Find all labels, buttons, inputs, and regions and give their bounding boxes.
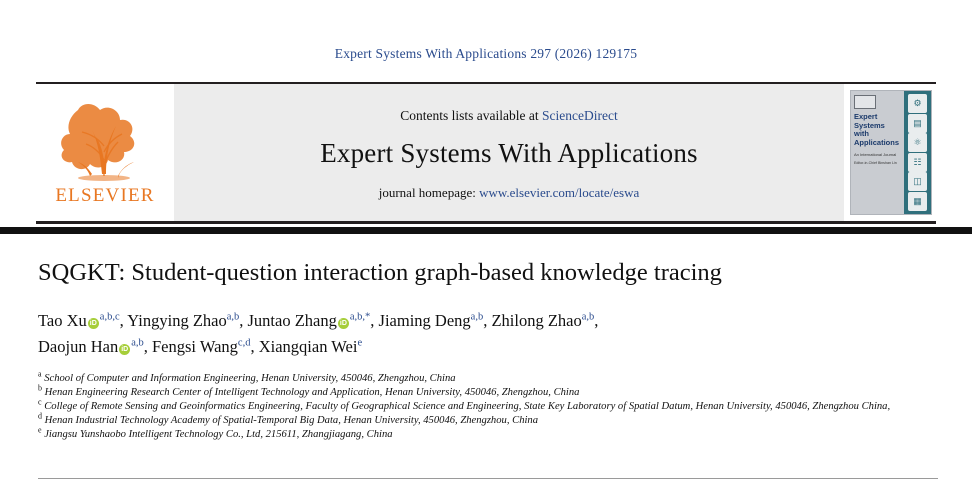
author-name: Yingying Zhao: [127, 311, 227, 330]
masthead-bottom-rule: [0, 227, 972, 234]
author-separator: ,: [370, 311, 379, 330]
header-bottom-divider: [38, 478, 938, 479]
cover-subtitle: An International Journal: [854, 152, 897, 158]
elsevier-tree-icon: [48, 90, 162, 182]
author-affiliation-marks: c,d: [237, 337, 251, 349]
affiliation-text: Jiangsu Yunshaobo Intelligent Technology Co., Ltd, 215611, Zhangjiagang, China: [44, 429, 393, 441]
author-entry: [38, 337, 144, 356]
author-affiliation-marks: a,b: [470, 311, 484, 323]
elsevier-logo: [36, 84, 174, 221]
affiliation-list: [38, 369, 938, 442]
author-separator: ,: [143, 337, 152, 356]
author-name: Zhilong Zhao: [491, 311, 582, 330]
affiliation-mark: e: [38, 425, 42, 435]
article-header: [38, 258, 938, 442]
author-affiliation-marks: a,b,*: [349, 311, 371, 323]
homepage-prefix: journal homepage:: [378, 185, 480, 200]
affiliation-mark: a: [38, 369, 42, 379]
author-line-2: [38, 334, 938, 360]
author-entry: [248, 311, 371, 330]
author-entry: [152, 337, 250, 356]
author-separator: ,: [119, 311, 128, 330]
author-entry: [491, 311, 594, 330]
affiliation-item: [38, 369, 938, 386]
journal-masthead: [36, 82, 936, 224]
contents-prefix: Contents lists available at: [400, 108, 542, 123]
affiliation-text: School of Computer and Information Engineering, Henan University, 450046, Zhengzhou, China: [44, 373, 456, 384]
affiliation-text: College of Remote Sensing and Geoinformatics Engineering, Faculty of Geographical Science and Engineering, State Key Laboratory of Spatial Datum, Henan University, 450046, Zhengzhou China,: [44, 401, 891, 413]
author-list: [38, 308, 938, 360]
chip-icon: ▦: [908, 192, 927, 211]
journal-cover-thumbnail: [844, 84, 936, 221]
network-icon: ⚛: [908, 133, 927, 152]
cover-editor: Editor-in-Chief Binshan Lin: [854, 161, 897, 166]
article-title: SQGKT: Student-question interaction graph-based knowledge tracing: [38, 259, 722, 286]
affiliation-item: [38, 425, 938, 442]
affiliation-mark: b: [38, 383, 42, 393]
affiliation-text: Henan Engineering Research Center of Intelligent Technology and Application, Henan University, 450046, Zhengzhou, China: [44, 387, 580, 399]
journal-homepage-line: [379, 185, 640, 201]
robot-icon: ◫: [908, 172, 927, 191]
chart-icon: ▤: [908, 114, 927, 133]
author-name: Daojun Han: [38, 337, 119, 356]
author-entry: [38, 311, 120, 330]
affiliation-text: Henan Industrial Technology Academy of Spatial-Temporal Big Data, Henan University, 450046, Zhengzhou, China: [44, 415, 539, 427]
contents-available-line: [400, 108, 617, 124]
author-name: Tao Xu: [38, 311, 87, 330]
orcid-icon[interactable]: iD: [89, 320, 97, 327]
author-name: Xiangqian Wei: [258, 337, 358, 356]
author-separator: ,: [239, 311, 248, 330]
author-line-1: [38, 308, 938, 334]
author-name: Jiaming Deng: [378, 311, 471, 330]
author-separator: ,: [594, 311, 599, 330]
affiliation-mark: c: [38, 397, 42, 407]
running-head: Expert Systems With Applications 297 (2026) 129175: [334, 46, 638, 61]
affiliation-item: [38, 411, 938, 428]
masthead-center-band: [174, 84, 844, 221]
author-separator: ,: [250, 337, 259, 356]
cover-icon-strip: [904, 91, 931, 214]
author-entry: [379, 311, 484, 330]
document-icon: ☷: [908, 153, 927, 172]
journal-title: Expert Systems With Applications: [320, 138, 698, 168]
author-name: Fengsi Wang: [152, 337, 238, 356]
author-entry: [259, 337, 362, 356]
orcid-icon[interactable]: iD: [121, 346, 129, 353]
author-entry: [127, 311, 239, 330]
author-affiliation-marks: a,b,c: [99, 311, 120, 323]
author-affiliation-marks: e: [357, 337, 363, 349]
sciencedirect-link[interactable]: ScienceDirect: [542, 108, 618, 123]
orcid-icon[interactable]: iD: [339, 320, 347, 327]
author-name: Juntao Zhang: [247, 311, 337, 330]
author-affiliation-marks: a,b: [226, 311, 240, 323]
author-affiliation-marks: a,b: [581, 311, 595, 323]
cover-title: Expert Systems with Applications: [854, 112, 900, 147]
cover-logo-box: [854, 95, 876, 109]
author-separator: ,: [483, 311, 492, 330]
elsevier-wordmark: ELSEVIER: [55, 185, 155, 206]
author-affiliation-marks: a,b: [131, 337, 144, 349]
affiliation-item: [38, 383, 938, 400]
affiliation-mark: d: [38, 411, 42, 421]
journal-homepage-link[interactable]: www.elsevier.com/locate/eswa: [479, 185, 640, 200]
gear-icon: ⚙: [908, 94, 927, 113]
affiliation-item: [38, 397, 938, 414]
